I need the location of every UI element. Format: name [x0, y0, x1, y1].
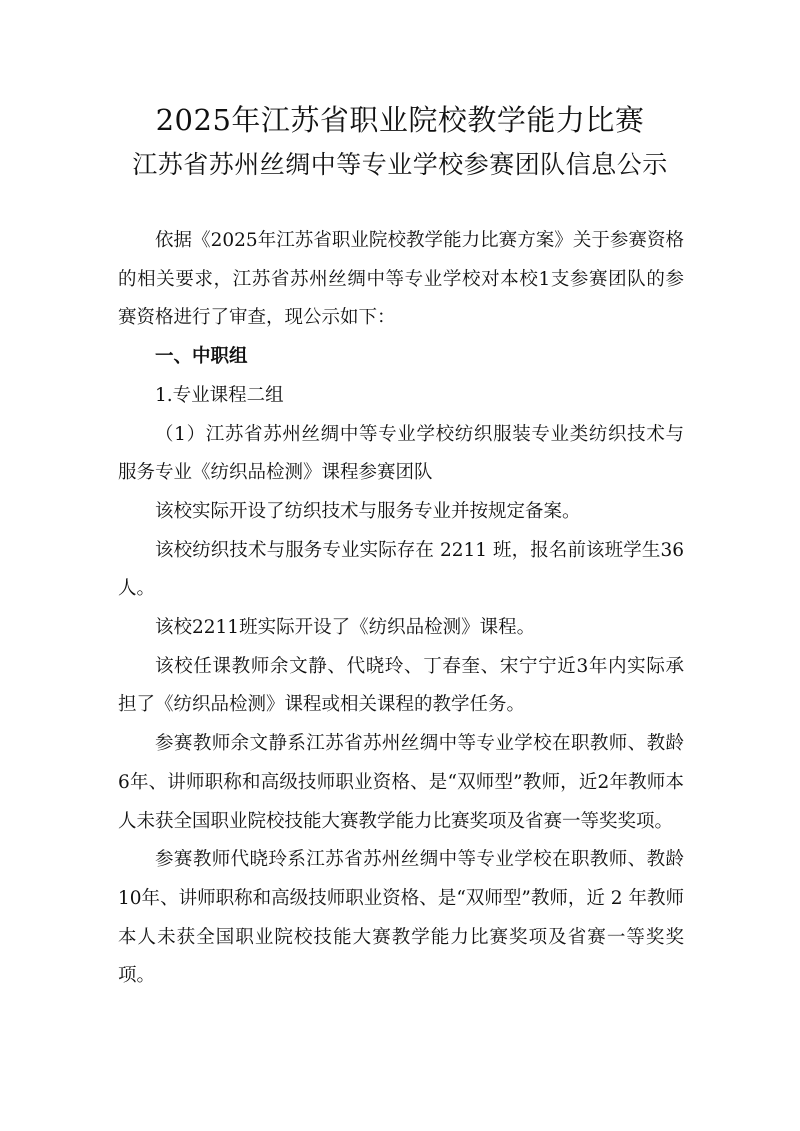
document-title: 2025年江苏省职业院校教学能力比赛 — [155, 103, 645, 137]
section-heading: 一、中职组 — [155, 346, 248, 368]
team-heading: （1）江苏省苏州丝绸中等专业学校纺织服装专业类纺织技术与服务专业《纺织品检测》课程参赛团队 — [118, 423, 684, 484]
paragraph-teacher-yu: 参赛教师余文静系江苏省苏州丝绸中等专业学校在职教师、教龄6年、讲师职称和高级技师职业资格、是“双师型”教师，近2年教师本人未获全国职业院校技能大赛教学能力比赛奖项及省赛一等奖奖项。 — [118, 733, 684, 832]
paragraph-major-registration: 该校实际开设了纺织技术与服务专业并按规定备案。 — [155, 500, 581, 522]
paragraph-teacher-dai: 参赛教师代晓玲系江苏省苏州丝绸中等专业学校在职教师、教龄10年、讲师职称和高级技师职业资格、是“双师型”教师，近 2 年教师本人未获全国职业院校技能大赛教学能力比赛奖项及省赛一等奖奖项。 — [118, 849, 684, 987]
intro-paragraph: 依据《2025年江苏省职业院校教学能力比赛方案》关于参赛资格的相关要求，江苏省苏州丝绸中等专业学校对本校1支参赛团队的参赛资格进行了审查，现公示如下： — [118, 230, 684, 329]
paragraph-course-offered: 该校2211班实际开设了《纺织品检测》课程。 — [155, 617, 536, 639]
subsection-heading: 1.专业课程二组 — [155, 384, 284, 406]
document-body — [118, 222, 684, 996]
paragraph-teaching-staff: 该校任课教师余文静、代晓玲、丁春奎、宋宁宁近3年内实际承担了《纺织品检测》课程或相关课程的教学任务。 — [118, 655, 684, 716]
paragraph-class-students: 该校纺织技术与服务专业实际存在 2211 班，报名前该班学生36人。 — [118, 539, 684, 600]
document-subtitle: 江苏省苏州丝绸中等专业学校参赛团队信息公示 — [132, 150, 668, 179]
